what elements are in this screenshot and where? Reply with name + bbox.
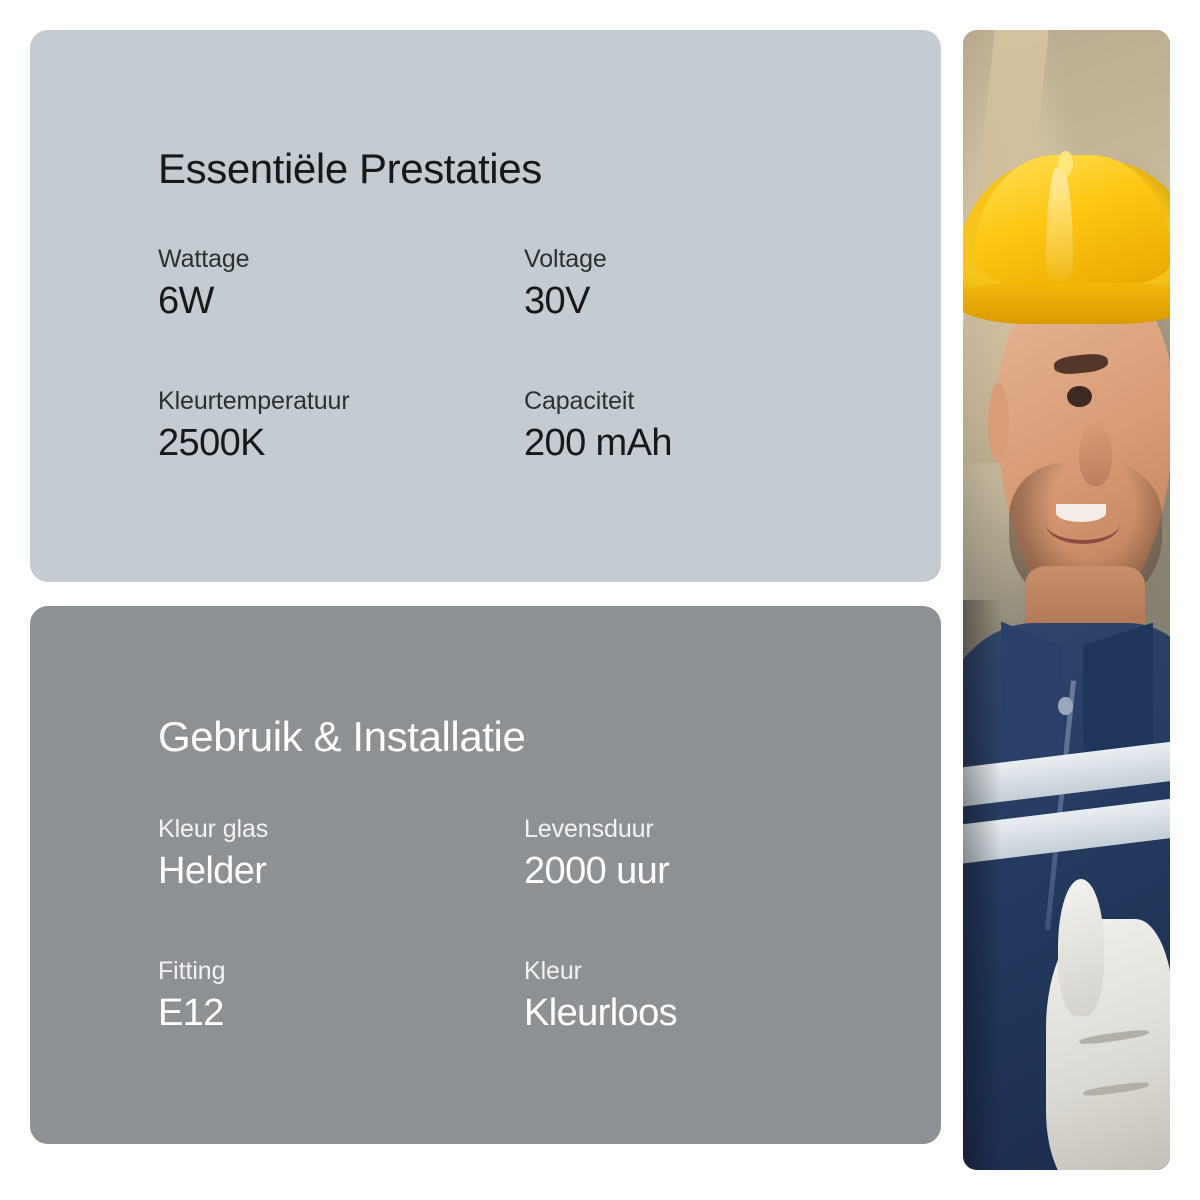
spec-label: Levensduur <box>524 815 654 844</box>
spec-item-voltage <box>524 244 813 324</box>
worker-smile <box>1046 503 1120 543</box>
worker-nose <box>1079 423 1112 486</box>
card-title: Gebruik & Installatie <box>158 713 526 761</box>
spec-value: 2000 uur <box>524 850 670 893</box>
spec-item-glass-color <box>158 814 524 894</box>
card-essential-performance <box>30 30 941 582</box>
spec-label: Kleurtemperatuur <box>158 387 350 416</box>
card-usage-installation <box>30 606 941 1144</box>
spec-value: Helder <box>158 850 267 893</box>
spec-cards-column <box>30 30 941 1170</box>
spec-value: 30V <box>524 280 590 323</box>
spec-item-capacity <box>524 386 813 466</box>
spec-value: Kleurloos <box>524 992 678 1035</box>
spec-label: Voltage <box>524 245 607 274</box>
spec-item-wattage <box>158 244 524 324</box>
spec-grid <box>158 814 813 1035</box>
spec-label: Kleur glas <box>158 815 269 844</box>
spec-item-color-temperature <box>158 386 524 466</box>
worker-photo <box>963 30 1170 1170</box>
spec-label: Wattage <box>158 245 250 274</box>
spec-value: 2500K <box>158 422 265 465</box>
spec-label: Capaciteit <box>524 387 635 416</box>
safety-helmet-knob <box>1058 151 1072 176</box>
spec-value: 6W <box>158 280 214 323</box>
spec-item-fitting <box>158 956 524 1036</box>
uniform-button <box>1058 697 1072 715</box>
worker-eye <box>1067 386 1092 408</box>
spec-label: Fitting <box>158 957 226 986</box>
worker-ear <box>988 383 1009 463</box>
card-title: Essentiële Prestaties <box>158 145 542 193</box>
spec-grid <box>158 244 813 465</box>
spec-value: E12 <box>158 992 224 1035</box>
photo-illustration <box>963 30 1170 1170</box>
spec-item-color <box>524 956 813 1036</box>
spec-value: 200 mAh <box>524 422 672 465</box>
safety-helmet-brim <box>963 283 1170 324</box>
thumbs-up-thumb <box>1058 879 1103 1016</box>
photo-shadow <box>963 600 1000 1170</box>
spec-item-lifespan <box>524 814 813 894</box>
spec-label: Kleur <box>524 957 582 986</box>
